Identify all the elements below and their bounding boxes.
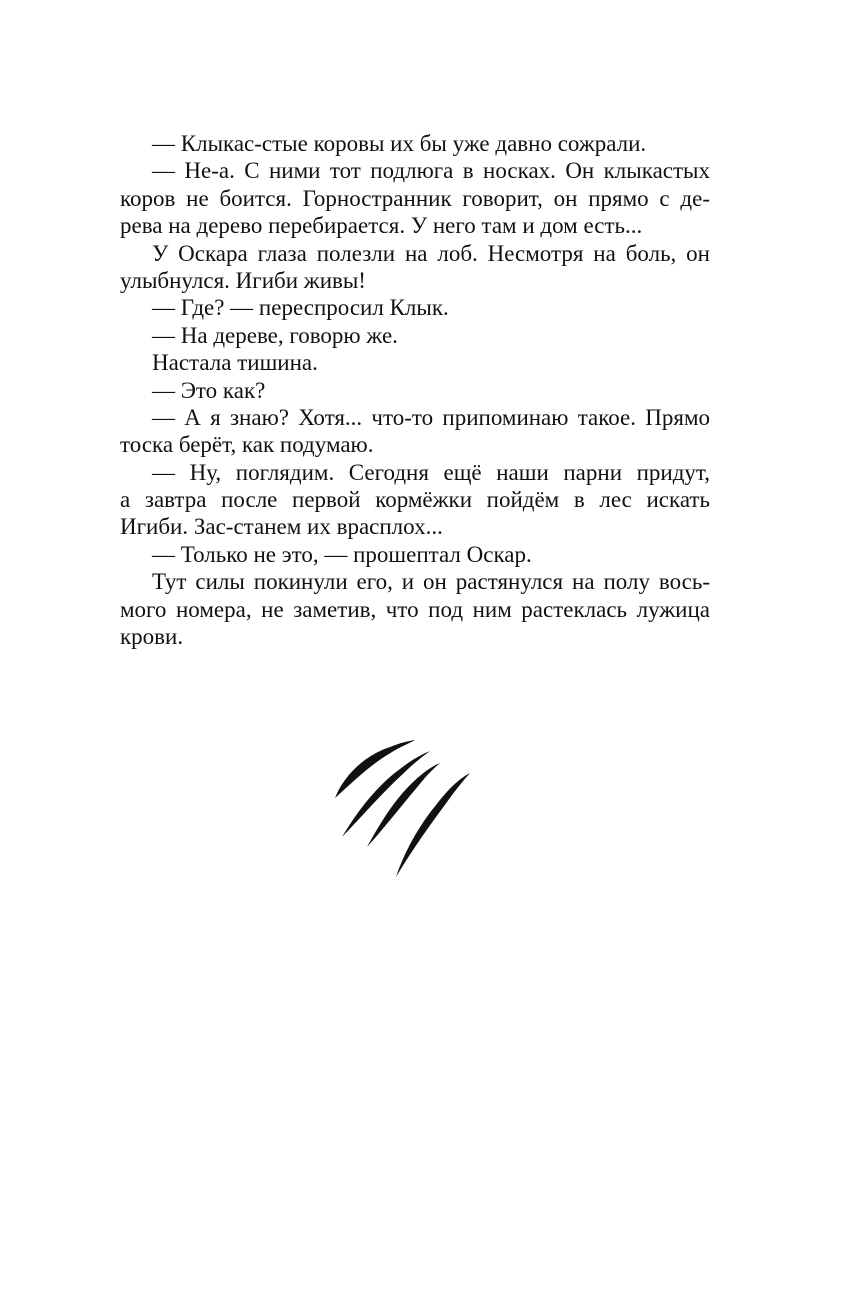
text-line: — Не-а. С ними тот подлюга в носках. Он клыкастых	[152, 158, 710, 184]
text-line: — Клыкас-стые коровы их бы уже давно сожрали.	[152, 131, 647, 156]
text-line: тоска берёт, как подумаю.	[120, 432, 374, 458]
text-line: У Оскара глаза полезли на лоб. Несмотря на боль, он	[152, 240, 710, 266]
text-line: Тут силы покинули его, и он растянулся на полу вось-	[152, 569, 710, 595]
text-line: — Ну, поглядим. Сегодня ещё наши парни придут,	[152, 459, 710, 485]
text-line: — Только не это, — прошептал Оскар.	[152, 541, 532, 567]
text-line: — Это как?	[152, 377, 266, 403]
text-line: рева на дерево перебирается. У него там и дом есть...	[120, 213, 643, 239]
text-line: Игиби. Зас-станем их врасплох...	[120, 514, 443, 540]
text-line: крови.	[120, 624, 184, 650]
claw-scratch-3	[367, 763, 440, 847]
text-line: улыбнулся. Игиби живы!	[120, 267, 366, 293]
text-line: — А я знаю? Хотя... что-то припоминаю такое. Прямо	[152, 404, 710, 430]
page-text	[120, 130, 710, 650]
text-line: коров не боится. Горностранник говорит, он прямо с де-	[120, 185, 710, 211]
text-line: — Где? — переспросил Клык.	[152, 295, 449, 321]
claw-marks-icon	[330, 735, 480, 885]
text-line: а завтра после первой кормёжки пойдём в лес искать	[120, 487, 710, 513]
text-line: — На дереве, говорю же.	[152, 322, 398, 348]
text-line: Настала тишина.	[152, 350, 318, 376]
text-line: мого номера, не заметив, что под ним растеклась лужица	[120, 596, 710, 622]
